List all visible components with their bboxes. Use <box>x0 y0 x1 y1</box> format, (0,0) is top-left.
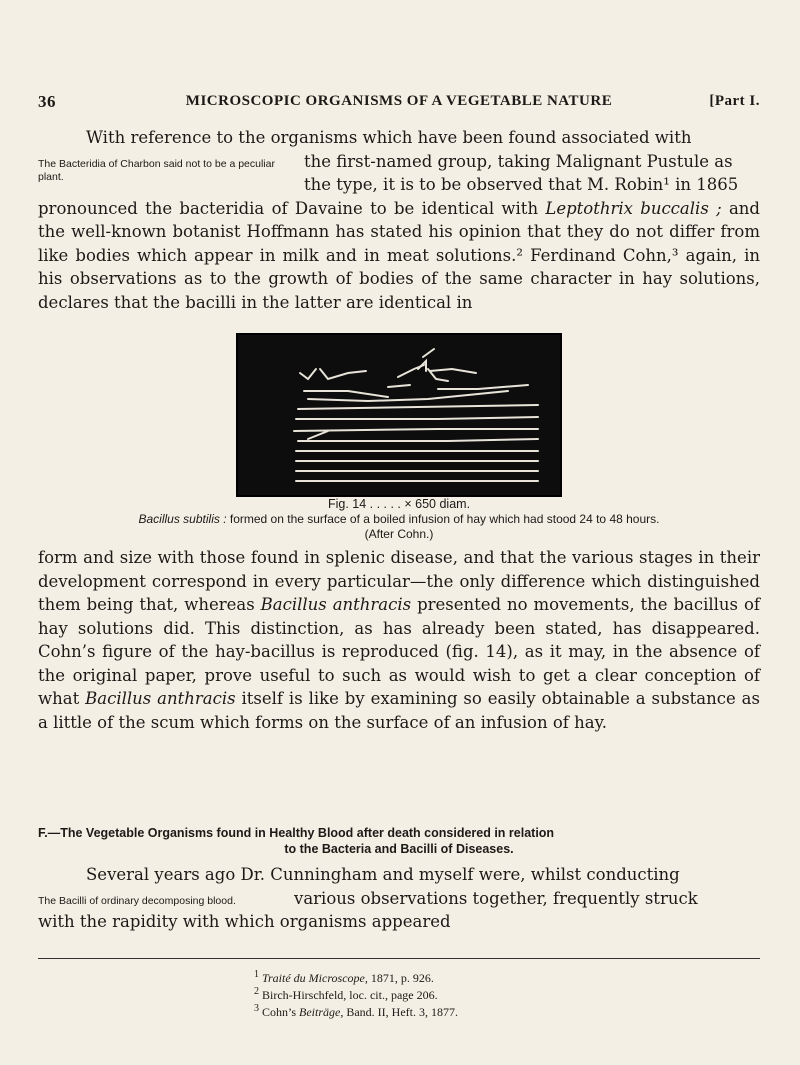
figure-label: Fig. 14 . . . . . × 650 diam. <box>327 497 471 511</box>
paragraph-1-line-2: the first-named group, taking Malignant Pustule as <box>304 151 733 171</box>
paragraph-1-line-3: the type, it is to be observed that M. Robin¹ in 1865 <box>304 175 739 194</box>
taxon-leptothrix: Leptothrix buccalis ; <box>545 198 722 218</box>
part-label: [Part I. <box>709 93 760 109</box>
paragraph-1-noted-block <box>38 150 760 197</box>
figure-credit: (After Cohn.) <box>364 527 434 541</box>
running-title: MICROSCOPIC ORGANISMS OF A VEGETABLE NATURE <box>185 93 613 109</box>
caption-taxon: Bacillus subtilis : <box>138 512 227 526</box>
paragraph-3-line-2: various observations together, frequently struck <box>294 888 698 908</box>
footnote-1: $^1$ Traité du Microscope, 1871, p. 926. <box>254 969 434 985</box>
section-heading-line-2: to the Bacteria and Bacilli of Diseases. <box>284 842 514 856</box>
footnote-3: $^3$ Cohn’s Beiträge, Band. II, Heft. 3, 1877. <box>254 1003 458 1019</box>
paragraph-3-line-3: with the rapidity with which organisms appeared <box>38 912 451 931</box>
margin-note-decomposing-blood: The Bacilli of ordinary decomposing blood. <box>38 894 236 907</box>
margin-note-charbon: The Bacteridia of Charbon said not to be a peculiar plant. <box>38 157 275 183</box>
paragraph-1 <box>38 126 760 314</box>
footnote-2: $^2$ Birch-Hirschfeld, loc. cit., page 206. <box>254 986 438 1002</box>
figure-caption: Bacillus subtilis : formed on the surface of a boiled infusion of hay which had stood 24 to 48 hours. <box>138 512 660 526</box>
taxon-anthracis: Bacillus anthracis <box>260 595 412 614</box>
paragraph-3-noted-block <box>38 887 760 934</box>
section-heading-line-1: F.—The Vegetable Organisms found in Healthy Blood after death considered in relation <box>38 826 555 840</box>
section-heading <box>38 825 760 857</box>
bacillus-illustration <box>238 335 560 495</box>
paragraph-2: form and size with those found in splenic disease, and that the various stages in their development correspond in every particular—the only difference which distinguished them being that, whereas Bacillus anthracis presented no movements, the bacillus of hay solutions did. This distinction, as has already been stated, has disappeared. Cohn’s figure of the hay-bacillus is reproduced (fig. 14), as it may, in the absence of the original paper, prove useful to such as would wish to get a clear conception of what Bacillus anthracis itself is like by examining so easily obtainable a substance as a little of the scum which forms on the surface of an infusion of hay. <box>38 548 760 732</box>
footnote-divider <box>38 958 760 959</box>
running-header <box>38 92 760 116</box>
page-number: 36 <box>38 92 56 111</box>
paragraph-1-rest: pronounced the bacteridia of Davaine to be identical with Leptothrix buccalis ; and the well-known botanist Hoffmann has stated his opinion that they do not differ from like bodies which appear in milk and in meat solutions.² Ferdinand Cohn,³ again, in his observations as to the growth of bodies of the same character in hay solutions, declares that the bacilli in the latter are identical in <box>38 198 760 312</box>
paragraph-3 <box>38 863 760 934</box>
taxon-anthracis-2: Bacillus anthracis <box>85 689 236 708</box>
figure-bacillus-subtilis <box>236 333 562 497</box>
footnotes <box>254 968 754 1019</box>
paragraph-3-line-1: Several years ago Dr. Cunningham and myself were, whilst conducting <box>86 865 680 884</box>
paragraph-1-line-1: With reference to the organisms which have been found associated with <box>86 128 692 147</box>
